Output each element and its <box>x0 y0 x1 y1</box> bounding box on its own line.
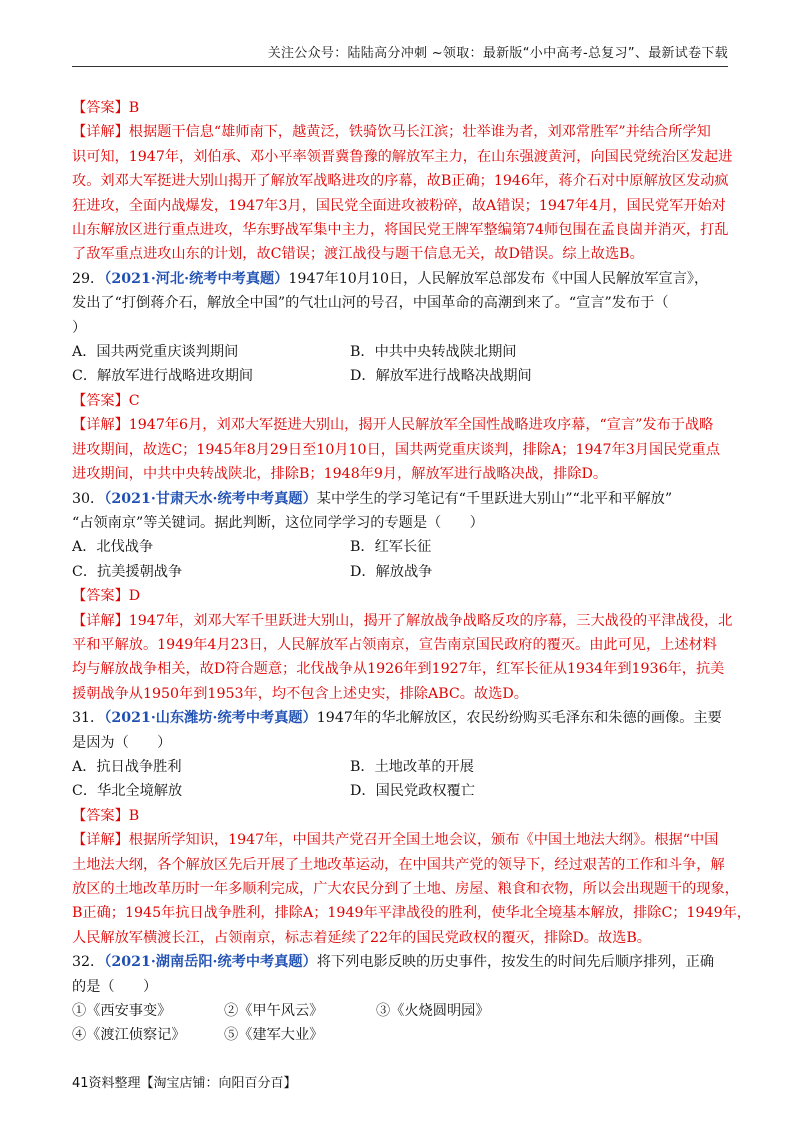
detail-line: 【详解】根据题干信息“雄师南下，越黄泛，铁骑饮马长江滨；壮举谁为者，刘邓常胜军”并结合所学知 <box>72 124 711 141</box>
question-number: 29． <box>72 270 105 287</box>
option-c: C．抗美援朝战争 <box>72 563 183 580</box>
q32-stem-line2: 的是（ ） <box>72 978 158 995</box>
detail-line: 狂进攻，全面内战爆发，1947年3月，国民党全面进攻被粉碎，故A错误；1947年4月，国民党军开始对 <box>72 197 726 214</box>
question-source: （2021·甘肃天水·统考中考真题） <box>104 490 317 507</box>
detail-line: 援朝战争从1950年到1953年，均不包含上述史实，排除ABC。故选D。 <box>72 685 528 702</box>
q28-answer: 【答案】B <box>72 100 140 116</box>
question-source: （2021·河北·统考中考真题） <box>104 270 289 287</box>
detail-line: 均与解放战争相关，故D符合题意；北伐战争从1926年到1927年，红军长征从1934年到1936年，抗美 <box>72 661 725 678</box>
detail-line: 平和平解放。1949年4月23日，人民解放军占领南京，宣告南京国民政府的覆灭。由此可见，上述材料 <box>72 636 717 653</box>
q32-films-row2 <box>72 1023 732 1047</box>
q31-options-row2 <box>72 779 732 803</box>
q32-stem <box>72 950 732 974</box>
question-number: 31． <box>72 710 105 727</box>
detail-line: 进攻期间，中共中央转战陕北，排除B；1948年9月，解放军进行战略决战，排除D。 <box>72 466 608 483</box>
q29-options-row2 <box>72 364 732 388</box>
q29-stem-line3: ） <box>72 319 87 336</box>
q29-options-row1 <box>72 340 732 364</box>
detail-line: 了敌军重点进攻山东的计划，故C错误；渡江战役与题干信息无关，故D错误。综上故选B。 <box>72 246 644 263</box>
q31-options-row1 <box>72 755 732 779</box>
question-source: （2021·湖南岳阳·统考中考真题） <box>104 954 317 971</box>
film-item: ②《甲午风云》 <box>224 1003 324 1020</box>
q30-answer: 【答案】D <box>72 588 141 605</box>
question-text: 某中学生的学习笔记有“千里跃进大别山”“北平和平解放” <box>316 490 673 507</box>
q28-detail <box>72 120 732 266</box>
detail-line: 土地法大纲，各个解放区先后开展了土地改革运动，在中国共产党的领导下，经过艰苦的工作和斗争，解 <box>72 856 725 873</box>
option-b: B．土地改革的开展 <box>350 758 474 775</box>
q30-stem <box>72 487 732 511</box>
q30-options-row1 <box>72 535 732 559</box>
q30-options-row2 <box>72 560 732 584</box>
detail-line: B正确；1945年抗日战争胜利，排除A；1949年平津战役的胜利，使华北全境基本解放，排除C；1949年， <box>72 905 751 922</box>
option-d: D．解放战争 <box>350 563 433 580</box>
detail-line: 攻。刘邓大军挺进大别山揭开了解放军战略进攻的序幕，故B正确；1946年，蒋介石对中原解放区发动疯 <box>72 173 729 190</box>
film-item: ③《火烧圆明园》 <box>376 1003 490 1020</box>
q31-answer: 【答案】B <box>72 807 140 824</box>
detail-line: 【详解】1947年，刘邓大军千里跃进大别山，揭开了解放战争战略反攻的序幕，三大战役的平津战役，北 <box>72 612 733 629</box>
detail-line: 识可知，1947年，刘伯承、邓小平率领晋冀鲁豫的解放军主力，在山东强渡黄河，向国民党统治区发起进 <box>72 148 733 165</box>
q29-answer: 【答案】C <box>72 392 140 409</box>
detail-line: 进攻期间，故选C；1945年8月29日至10月10日，国共两党重庆谈判，排除A；1947年3月国民党重点 <box>72 441 720 458</box>
option-b: B．红军长征 <box>350 539 432 556</box>
question-number: 32． <box>72 954 105 971</box>
detail-line: 【详解】1947年6月，刘邓大军挺进大别山，揭开人民解放军全国性战略进攻序幕，“宣言”发布于战略 <box>72 417 714 434</box>
detail-line: 山东解放区进行重点进攻，华东野战军集中主力，将国民党王牌军整编第74师包围在孟良崮并消灭，打乱 <box>72 222 729 239</box>
q31-stem-line2: 是因为（ ） <box>72 734 172 751</box>
detail-line: 放区的土地改革历时一年多顺利完成，广大农民分到了土地、房屋、粮食和衣物，所以会出现题干的现象， <box>72 881 739 897</box>
film-item: ⑤《建军大业》 <box>224 1027 324 1044</box>
question-text: 将下列电影反映的历史事件，按发生的时间先后顺序排列，正确 <box>316 954 715 971</box>
document-body <box>72 96 751 1048</box>
question-text: 1947年的华北解放区，农民纷纷购买毛泽东和朱德的画像。主要 <box>316 710 722 727</box>
detail-line: 【详解】根据所学知识，1947年，中国共产党召开全国土地会议，颁布《中国土地法大纲》。根据“中国 <box>72 832 719 849</box>
option-d: D．国民党政权覆亡 <box>350 783 475 800</box>
option-d: D．解放军进行战略决战期间 <box>350 368 532 385</box>
option-b: B．中共中央转战陕北期间 <box>350 344 517 361</box>
question-number: 30． <box>72 490 105 507</box>
question-source: （2021·山东潍坊·统考中考真题） <box>104 710 317 727</box>
option-a: A．国共两党重庆谈判期间 <box>72 344 239 361</box>
page-footer: 41资料整理【淘宝店铺：向阳百分百】 <box>72 1076 297 1091</box>
q31-stem <box>72 706 732 730</box>
option-c: C．华北全境解放 <box>72 783 183 800</box>
question-text: 1947年10月10日，人民解放军总部发布《中国人民解放军宣言》， <box>288 270 709 287</box>
q29-stem-line2: 发出了“打倒蒋介石，解放全中国”的气壮山河的号召，中国革命的高潮到来了。“宣言”发布于（ <box>72 295 669 312</box>
film-item: ④《渡江侦察记》 <box>72 1027 186 1044</box>
detail-line: 人民解放军横渡长江，占领南京，标志着延续了22年的国民党政权的覆灭，排除D。故选B。 <box>72 929 651 946</box>
page-header: 关注公众号：陆陆高分冲刺 ~领取：最新版“小中高考-总复习”、最新试卷下载 <box>72 44 728 67</box>
option-c: C．解放军进行战略进攻期间 <box>72 368 254 385</box>
q30-stem-line2: “占领南京”等关键词。据此判断，这位同学学习的专题是（ ） <box>72 514 484 531</box>
q32-films-row1 <box>72 999 732 1023</box>
option-a: A．抗日战争胜利 <box>72 758 182 775</box>
option-a: A．北伐战争 <box>72 539 154 556</box>
q29-stem <box>72 267 732 291</box>
film-item: ①《西安事变》 <box>72 1003 172 1020</box>
